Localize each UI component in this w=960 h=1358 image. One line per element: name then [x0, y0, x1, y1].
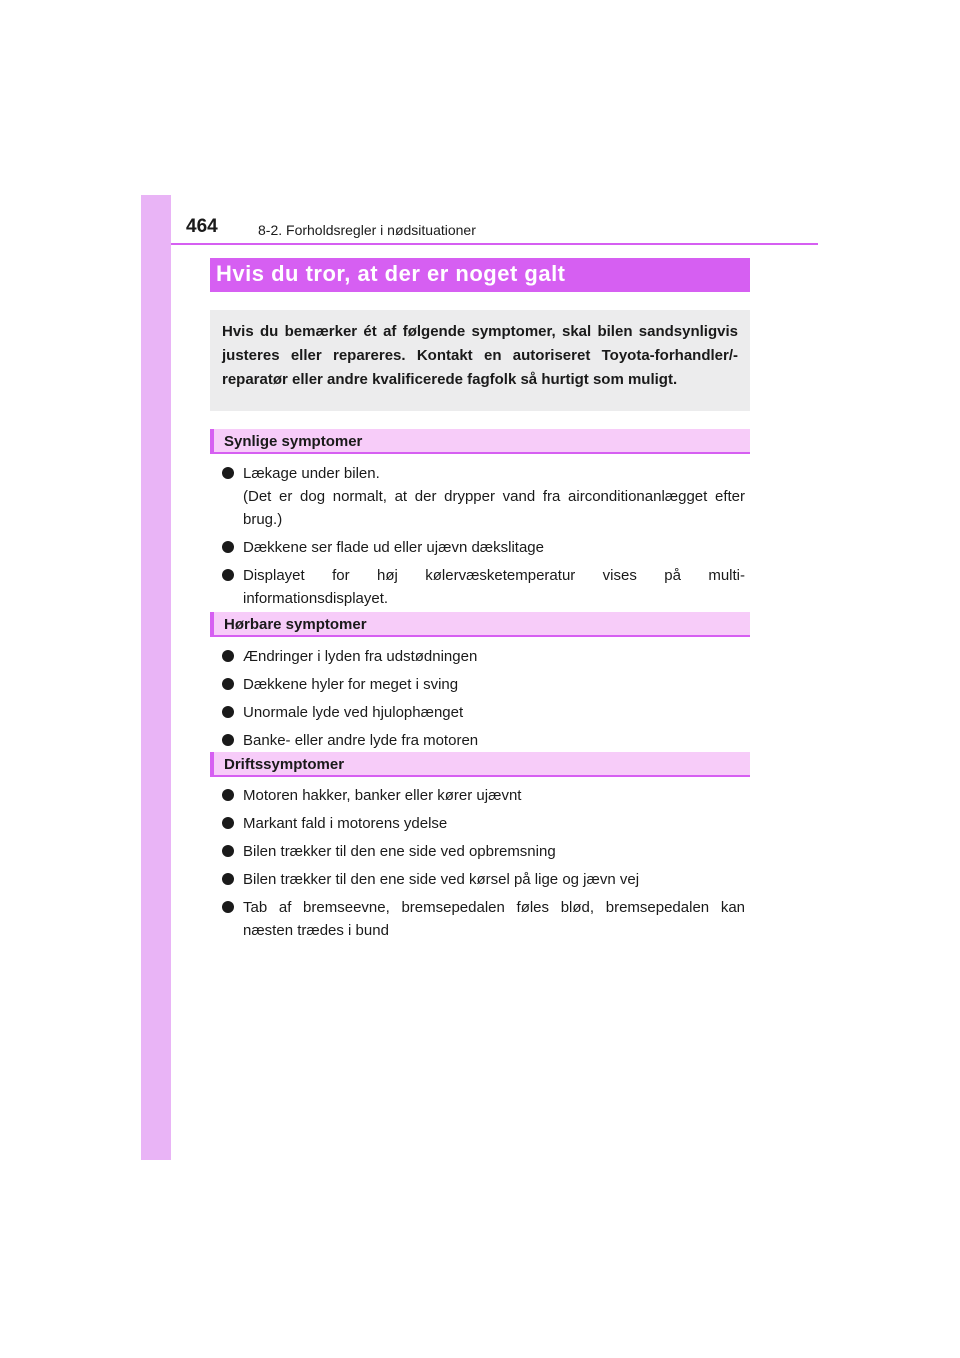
list-item [222, 729, 745, 752]
list-item [222, 645, 745, 668]
list-item [222, 896, 745, 942]
bullet-icon [222, 873, 234, 885]
page-title: Hvis du tror, at der er noget galt [216, 261, 566, 286]
side-tab-bar [141, 195, 171, 1160]
list-item-text: Unormale lyde ved hjulophænget [243, 704, 464, 721]
bullet-icon [222, 706, 234, 718]
bullet-icon [222, 734, 234, 746]
intro-text: Hvis du bemærker ét af følgende symptomer, skal bilen sandsynligvis justeres eller repareres. Kontakt en autoriseret Toyota-forhandler/-reparatør eller andre kvalificerede fagfolk så hurtigt som muligt. [222, 323, 738, 388]
subheading-label: Synlige symptomer [224, 433, 363, 450]
list-item-text: Tab af bremseevne, bremsepedalen føles blød, bremsepedalen kan næsten trædes i bund [243, 899, 745, 939]
list-item-text: Ændringer i lyden fra udstødningen [243, 648, 478, 665]
list-item [222, 840, 745, 863]
list-item-text: Bilen trækker til den ene side ved opbremsning [243, 843, 556, 860]
list-item [222, 812, 745, 835]
subheading-label: Driftssymptomer [224, 756, 345, 773]
subheading-driving-symptoms [210, 752, 750, 777]
bullet-icon [222, 569, 234, 581]
list-item [222, 701, 745, 724]
list-item [222, 868, 745, 891]
list-item-text: Bilen trækker til den ene side ved kørsel på lige og jævn vej [243, 871, 640, 888]
section-label: 8-2. Forholdsregler i nødsituationer [258, 222, 476, 238]
bullet-icon [222, 789, 234, 801]
page-number: 464 [186, 216, 218, 237]
bullet-icon [222, 901, 234, 913]
subheading-audible-symptoms [210, 612, 750, 637]
list-item-text: Banke- eller andre lyde fra motoren [243, 732, 479, 749]
audible-symptoms-list [222, 645, 745, 757]
list-item-text: Motoren hakker, banker eller kører ujævnt [243, 787, 522, 804]
page-title-bar [210, 258, 750, 292]
subheading-visible-symptoms [210, 429, 750, 454]
bullet-icon [222, 678, 234, 690]
list-item-text: Displayet for høj kølervæsketemperatur vises på multi-informationsdisplayet. [243, 567, 745, 607]
list-item-text: Dækkene ser flade ud eller ujævn dækslitage [243, 539, 544, 556]
bullet-icon [222, 541, 234, 553]
list-item-text: Dækkene hyler for meget i sving [243, 676, 459, 693]
list-item [222, 536, 745, 559]
list-item [222, 462, 745, 531]
intro-box [210, 310, 750, 411]
bullet-icon [222, 845, 234, 857]
bullet-icon [222, 467, 234, 479]
bullet-icon [222, 817, 234, 829]
visible-symptoms-list [222, 462, 745, 615]
bullet-icon [222, 650, 234, 662]
list-item [222, 564, 745, 610]
list-item-note: (Det er dog normalt, at der drypper vand fra airconditionanlægget efter brug.) [243, 488, 745, 528]
header-divider [171, 243, 818, 245]
list-item [222, 784, 745, 807]
subheading-label: Hørbare symptomer [224, 616, 367, 633]
list-item-text: Markant fald i motorens ydelse [243, 815, 448, 832]
list-item [222, 673, 745, 696]
list-item-text: Lækage under bilen. [243, 465, 380, 482]
driving-symptoms-list [222, 784, 745, 947]
